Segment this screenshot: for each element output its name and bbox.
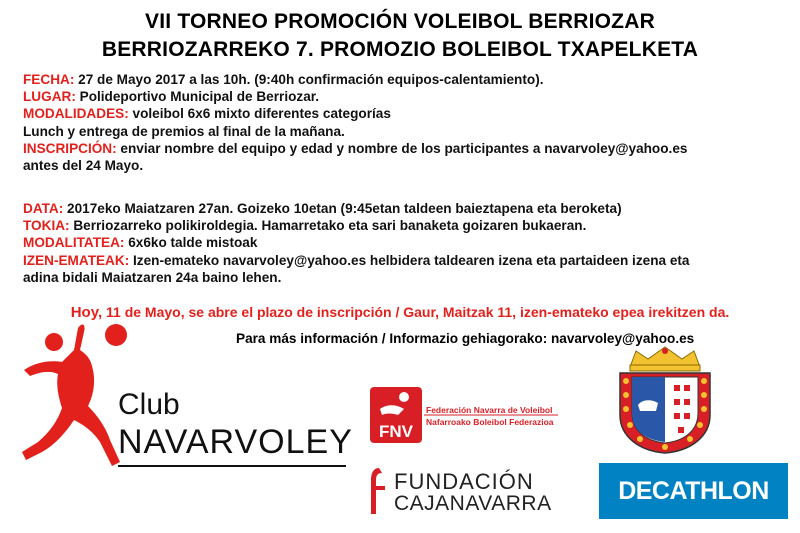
value-inscripcion: enviar nombre del equipo y edad y nombre de los participantes a navarvoley@yahoo.es bbox=[116, 140, 688, 156]
value-modalitatea: 6x6ko talde mistoak bbox=[124, 235, 258, 251]
label-lugar: LUGAR: bbox=[23, 89, 76, 105]
info-line bbox=[23, 217, 793, 234]
club-underline bbox=[118, 465, 346, 467]
value-deadline: antes del 24 Mayo. bbox=[23, 158, 144, 174]
value-fecha: 27 de Mayo 2017 a las 10h. (9:40h confirmación equipos-calentamiento). bbox=[74, 72, 544, 87]
title-basque: BERRIOZARREKO 7. PROMOZIO BOLEIBOL TXAPELKETA bbox=[101, 38, 699, 61]
info-line bbox=[23, 252, 793, 269]
announce-text: 11 de Mayo, se abre el plazo de inscripción / Gaur, Maitzak 11, izen-emateko epea irekitzen da. bbox=[102, 304, 730, 320]
label-modalidades: MODALIDADES: bbox=[23, 106, 129, 122]
info-line bbox=[23, 88, 793, 105]
berriozar-coat-of-arms-icon bbox=[612, 345, 718, 455]
info-block-spanish bbox=[23, 71, 793, 174]
fnv-abbr: FNV bbox=[379, 422, 413, 441]
info-line bbox=[23, 200, 793, 217]
label-fecha: FECHA: bbox=[23, 72, 75, 87]
info-block-basque bbox=[23, 200, 793, 286]
info-line bbox=[23, 234, 793, 251]
label-izen-emateak: IZEN-EMATEAK: bbox=[23, 252, 130, 268]
fnv-name-es: Federación Navarra de Voleibol bbox=[426, 405, 553, 415]
player-figure bbox=[22, 325, 120, 466]
caja-word-cajanavarra: CAJANAVARRA bbox=[394, 492, 552, 515]
value-data: 2017eko Maiatzaren 27an. Goizeko 10etan (9:45etan taldeen baieztapena eta beroketa) bbox=[63, 201, 622, 216]
player-head bbox=[45, 333, 63, 351]
fnv-logo bbox=[370, 385, 560, 445]
decathlon-logo bbox=[599, 463, 788, 519]
ball-icon bbox=[105, 324, 127, 346]
title-spanish: VII TORNEO PROMOCIÓN VOLEIBOL BERRIOZAR bbox=[145, 10, 655, 33]
fnv-name-eu: Nafarroako Boleibol Federazioa bbox=[426, 417, 554, 427]
label-modalitatea: MODALITATEA: bbox=[23, 235, 125, 251]
info-line bbox=[23, 105, 793, 122]
caja-f-mark bbox=[371, 468, 385, 514]
info-line bbox=[23, 157, 793, 174]
value-izen-emateak: Izen-emateko navarvoley@yahoo.es helbidera taldearen izena eta partaideen izena eta bbox=[129, 252, 690, 268]
value-lugar: Polideportivo Municipal de Berriozar. bbox=[75, 89, 320, 105]
club-word: Club bbox=[118, 388, 180, 421]
club-name: NAVARVOLEY bbox=[118, 423, 353, 461]
value-tokia: Berriozarreko polikiroldegia. Hamarretako eta sari banaketa goizaren bukaeran. bbox=[69, 218, 587, 234]
value-modalidades: voleibol 6x6 mixto diferentes categorías bbox=[128, 106, 391, 122]
info-line bbox=[23, 123, 793, 140]
value-deadline-eu: adina bidali Maiatzaren 24a baino lehen. bbox=[23, 269, 282, 285]
caja-word-fundacion: FUNDACIÓN bbox=[394, 469, 534, 494]
more-info: Para más información / Informazio gehiagorako: navarvoley@yahoo.es bbox=[236, 331, 695, 346]
decathlon-wordmark: DECATHLON bbox=[618, 476, 769, 505]
info-line bbox=[23, 269, 793, 286]
label-inscripcion: INSCRIPCIÓN: bbox=[23, 140, 117, 156]
value-lunch: Lunch y entrega de premios al final de la mañana. bbox=[23, 123, 345, 139]
announce-hoy: Hoy, bbox=[70, 304, 103, 321]
announcement bbox=[0, 304, 800, 321]
info-line bbox=[23, 71, 793, 88]
info-line bbox=[23, 140, 793, 157]
label-data: DATA: bbox=[23, 201, 64, 216]
label-tokia: TOKIA: bbox=[23, 218, 70, 234]
